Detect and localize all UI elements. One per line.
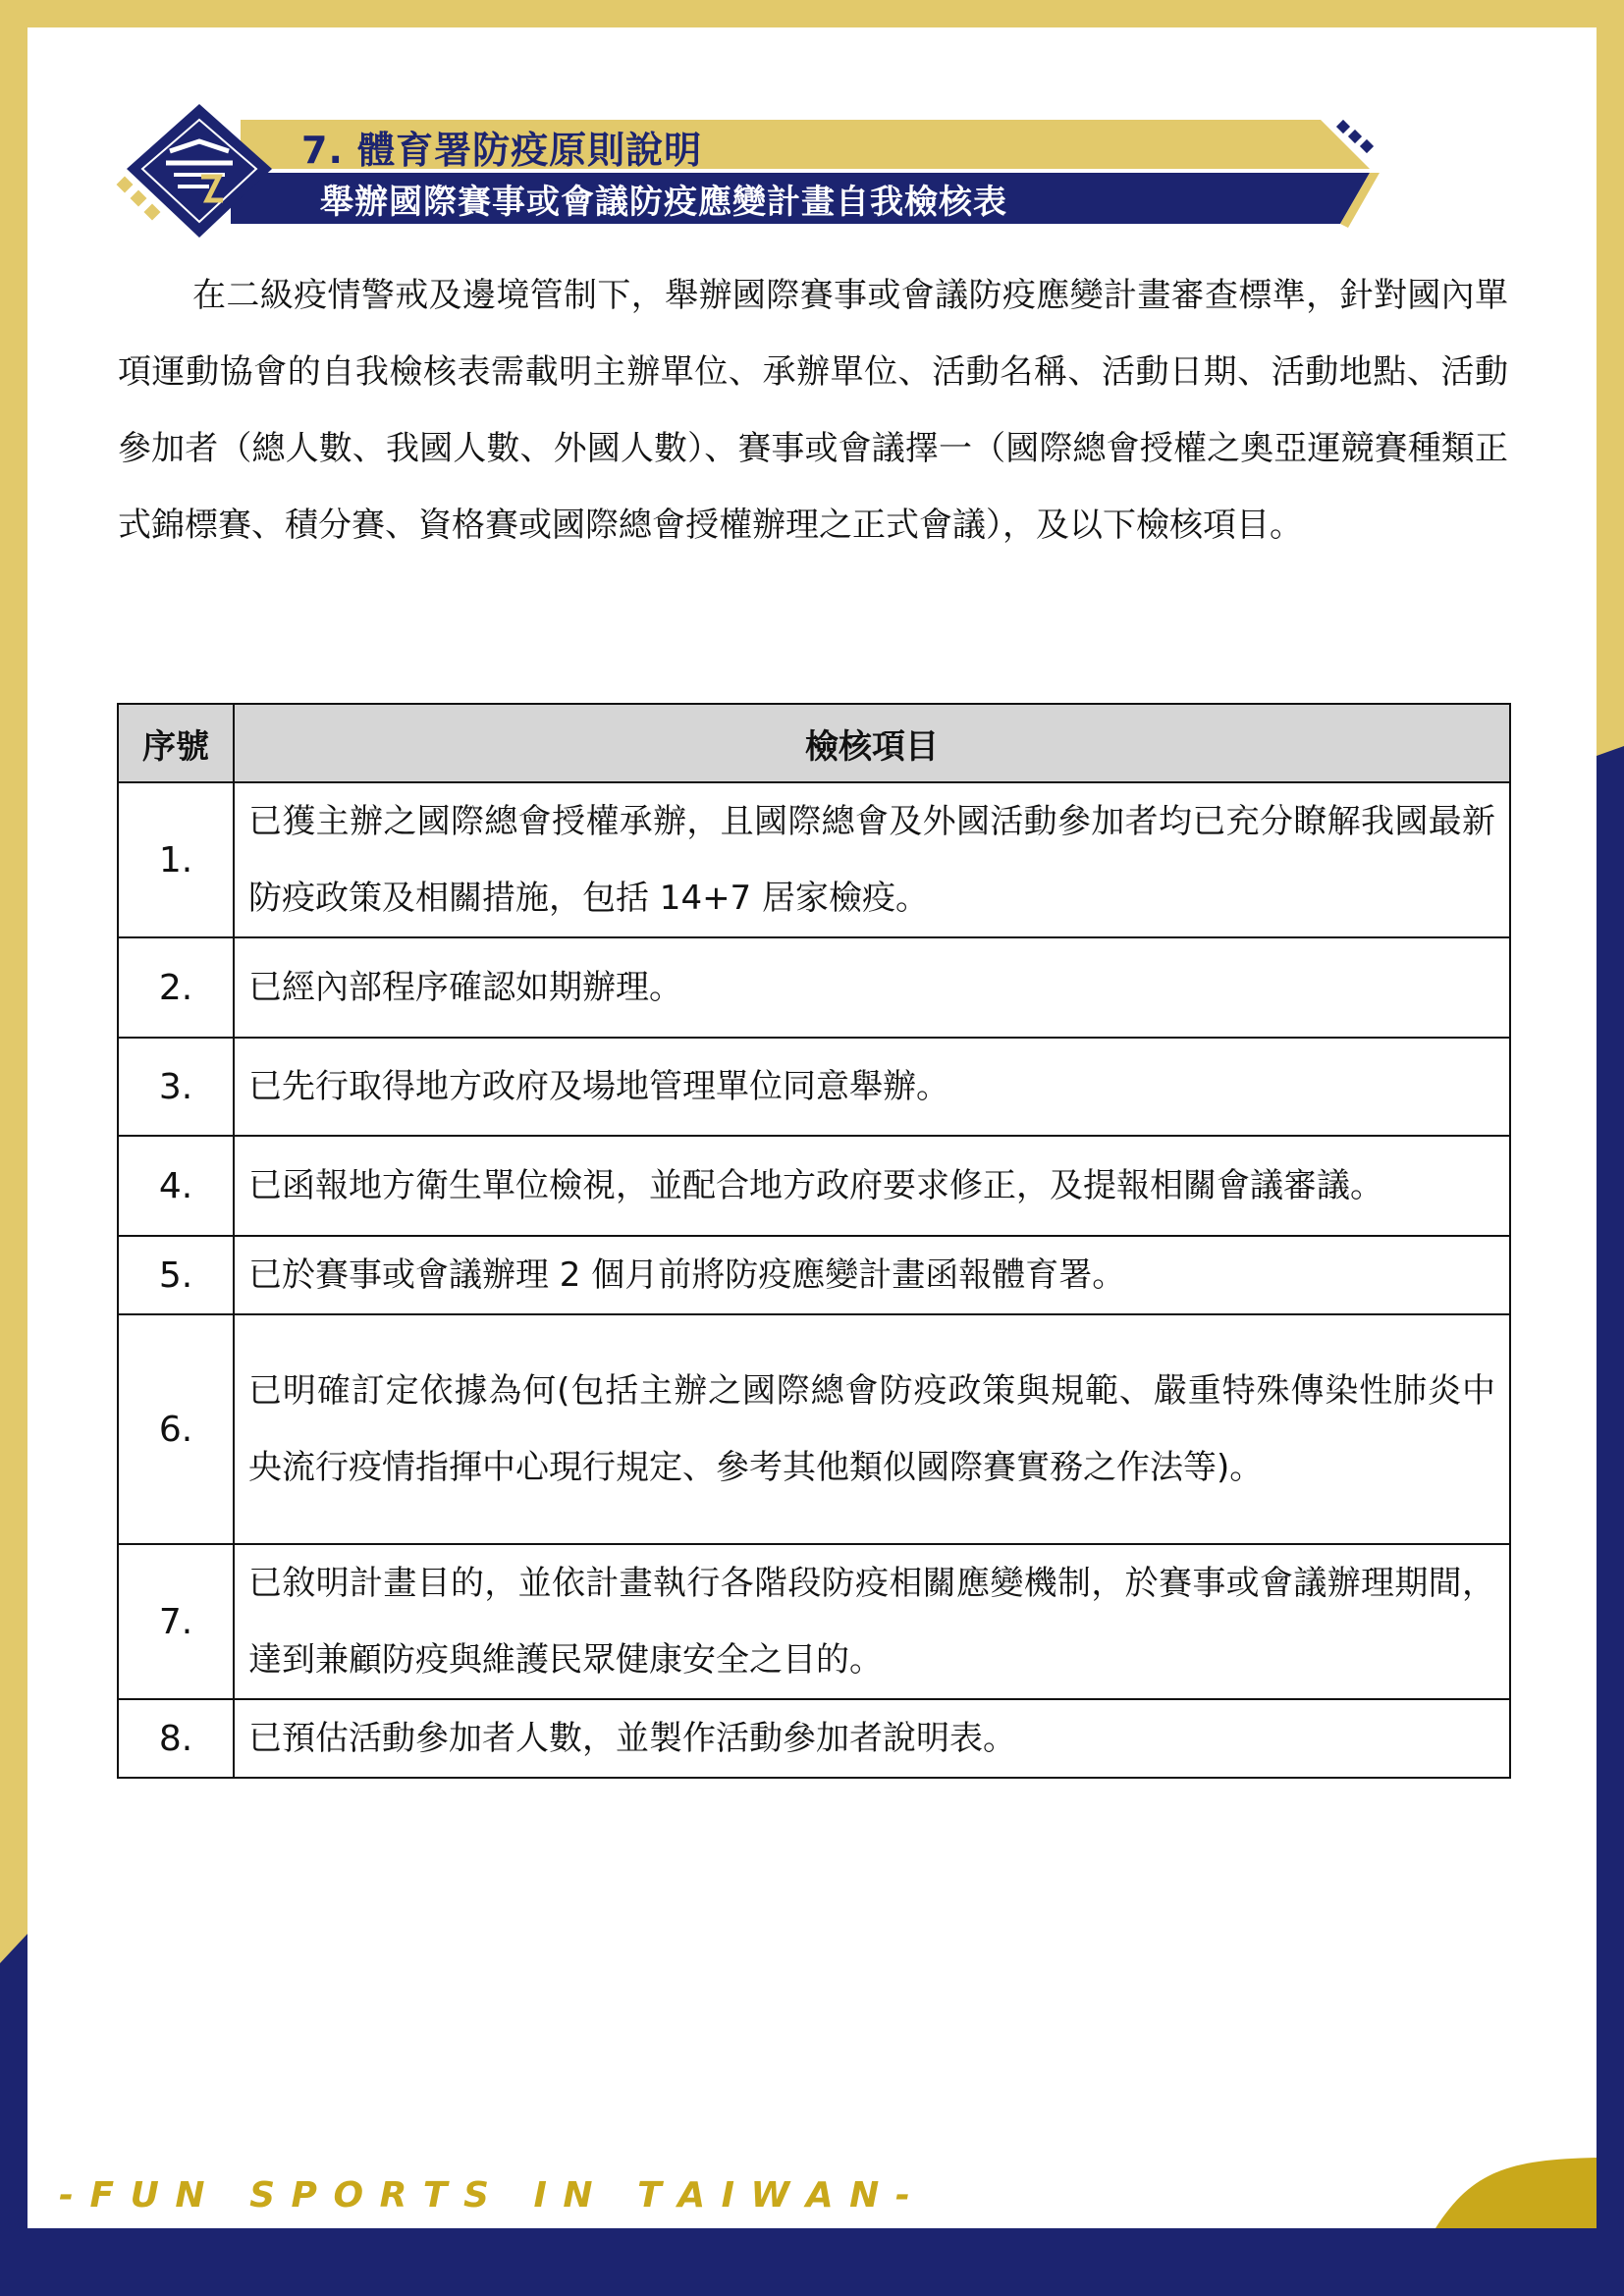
row-number: 4. xyxy=(118,1136,234,1236)
table-row xyxy=(118,1699,1510,1778)
table-header-row xyxy=(118,704,1510,782)
table-row xyxy=(118,782,1510,937)
row-number: 6. xyxy=(118,1314,234,1544)
row-number: 3. xyxy=(118,1038,234,1136)
row-number: 1. xyxy=(118,782,234,937)
table-row xyxy=(118,1314,1510,1544)
row-text: 已預估活動參加者人數，並製作活動參加者說明表。 xyxy=(234,1699,1510,1778)
table-row xyxy=(118,1038,1510,1136)
row-number: 2. xyxy=(118,937,234,1038)
row-number: 7. xyxy=(118,1544,234,1699)
row-text: 已明確訂定依據為何(包括主辦之國際總會防疫政策與規範、嚴重特殊傳染性肺炎中央流行疫情指揮中心現行規定、參考其他類似國際賽實務之作法等)。 xyxy=(234,1314,1510,1544)
section-title: 7. 體育署防疫原則說明 xyxy=(301,129,703,172)
sports-administration-logo-icon xyxy=(160,137,239,206)
table-row xyxy=(118,937,1510,1038)
row-text: 已獲主辦之國際總會授權承辦，且國際總會及外國活動參加者均已充分瞭解我國最新防疫政策及相關措施，包括 14+7 居家檢疫。 xyxy=(234,782,1510,937)
checklist-table xyxy=(117,703,1511,1779)
row-text: 已敘明計畫目的，並依計畫執行各階段防疫相關應變機制，於賽事或會議辦理期間，達到兼顧防疫與維護民眾健康安全之目的。 xyxy=(234,1544,1510,1699)
footer-slogan: - F U N S P O R T S I N T A I W A N - xyxy=(59,2175,912,2216)
row-text: 已函報地方衛生單位檢視，並配合地方政府要求修正，及提報相關會議審議。 xyxy=(234,1136,1510,1236)
table-row xyxy=(118,1544,1510,1699)
table-row xyxy=(118,1136,1510,1236)
row-text: 已經內部程序確認如期辦理。 xyxy=(234,937,1510,1038)
header-serial: 序號 xyxy=(118,704,234,782)
intro-paragraph: 在二級疫情警戒及邊境管制下，舉辦國際賽事或會議防疫應變計畫審查標準，針對國內單項運動協會的自我檢核表需載明主辦單位、承辦單位、活動名稱、活動日期、活動地點、活動參加者（總人數、我國人數、外國人數）、賽事或會議擇一（國際總會授權之奧亞運競賽種類正式錦標賽、積分賽、資格賽或國際總會授權辦理之正式會議），及以下檢核項目。 xyxy=(118,276,1508,545)
header-check-item: 檢核項目 xyxy=(234,704,1510,782)
table-row xyxy=(118,1236,1510,1314)
section-subtitle: 舉辦國際賽事或會議防疫應變計畫自我檢核表 xyxy=(320,183,1007,222)
row-number: 8. xyxy=(118,1699,234,1778)
section-banner xyxy=(113,98,1380,245)
row-number: 5. xyxy=(118,1236,234,1314)
row-text: 已先行取得地方政府及場地管理單位同意舉辦。 xyxy=(234,1038,1510,1136)
row-text: 已於賽事或會議辦理 2 個月前將防疫應變計畫函報體育署。 xyxy=(234,1236,1510,1314)
